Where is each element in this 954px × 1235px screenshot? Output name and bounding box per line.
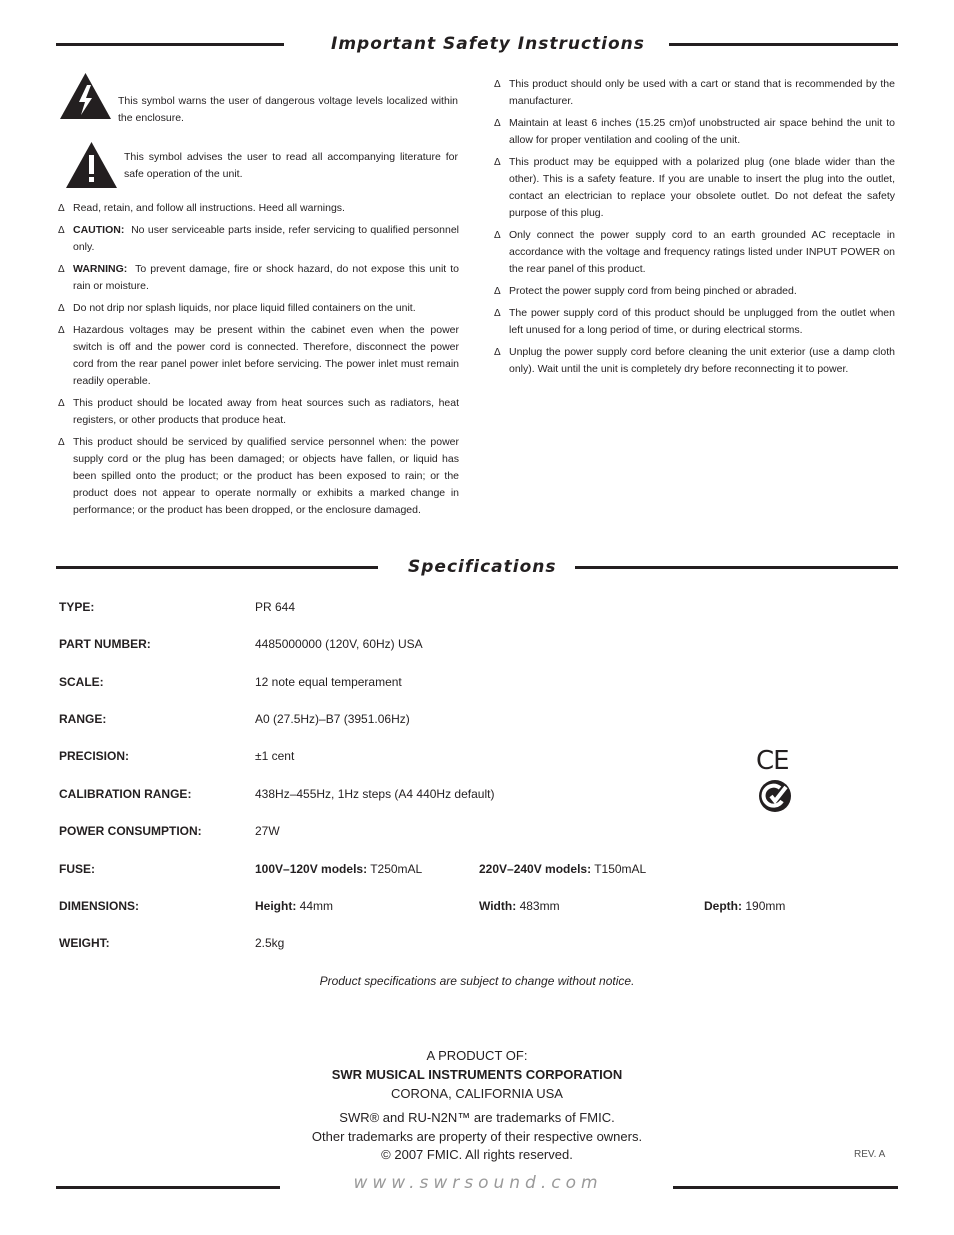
footer-rule-left — [56, 1186, 280, 1189]
bullet-icon: Δ — [494, 79, 501, 90]
spec-part-label: PART NUMBER: — [59, 637, 151, 651]
spec-dimensions-label: DIMENSIONS: — [59, 899, 140, 913]
spec-scale-value: 12 note equal temperament — [255, 675, 402, 689]
safety-item-heat: Δ This product should be located away from heat sources such as radiators, heat registers, or other products that produce heat. — [58, 397, 459, 426]
spec-fuse-120v: 100V–120V models: T250mAL — [255, 862, 423, 876]
spec-weight-label: WEIGHT: — [59, 936, 110, 950]
safety-item-cleaning: Δ Unplug the power supply cord before cleaning the unit exterior (use a damp cloth only). Wait until the unit is completely dry before reconnecting it to power. — [494, 346, 895, 375]
footer-rule-right — [673, 1186, 898, 1189]
spec-type-value: PR 644 — [255, 600, 296, 614]
bullet-icon: Δ — [494, 347, 501, 358]
warning-label: WARNING: — [73, 263, 128, 275]
lightning-symbol-text: This symbol warns the user of dangerous voltage levels localized within the enclosure. — [118, 95, 458, 124]
safety-item-hazardous-voltage: Δ Hazardous voltages may be present within the cabinet even when the power switch is off and the power cord is connected. Therefore, disconnect the power cord from the rear panel power inlet before servicing. The power inlet must remain readily operable. — [58, 324, 459, 387]
spec-weight-value: 2.5kg — [255, 936, 285, 950]
spec-fuse-240v: 220V–240V models: T150mAL — [479, 862, 647, 876]
footer-copyright: © 2007 FMIC. All rights reserved. — [381, 1147, 573, 1162]
safety-item-polarized-plug: Δ This product may be equipped with a polarized plug (one blade wider than the other). This is a safety feature. If you are unable to insert the plug into the outlet, contact an electrician to replace your obsolete outlet. Do not defeat the safety purpose of this plug. — [494, 156, 895, 219]
spec-width: Width: 483mm — [479, 899, 560, 913]
spec-part-value: 4485000000 (120V, 60Hz) USA — [255, 637, 423, 651]
safety-right-column — [494, 76, 895, 383]
bullet-icon: Δ — [494, 230, 501, 241]
spec-calibration-label: CALIBRATION RANGE: — [59, 787, 192, 801]
footer-revision: REV. A — [854, 1149, 886, 1160]
bullet-icon: Δ — [58, 264, 65, 275]
safety-title: Important Safety Instructions — [331, 34, 645, 54]
bullet-icon: Δ — [494, 157, 501, 168]
safety-left-column — [58, 200, 459, 524]
ce-mark-icon: CE — [756, 746, 789, 776]
specs-title: Specifications — [408, 557, 557, 577]
specs-rule-left — [56, 566, 378, 569]
safety-rule-left — [56, 43, 284, 46]
spec-range-value: A0 (27.5Hz)–B7 (3951.06Hz) — [255, 712, 410, 726]
spec-precision-label: PRECISION: — [59, 749, 130, 763]
lightning-warning-icon — [58, 71, 113, 121]
footer-other-trademarks: Other trademarks are property of their respective owners. — [311, 1129, 643, 1144]
safety-item-read: Δ Read, retain, and follow all instructions. Heed all warnings. — [58, 200, 459, 217]
spec-power-label: POWER CONSUMPTION: — [59, 824, 202, 838]
specs-rule-right — [575, 566, 898, 569]
bullet-icon: Δ — [58, 398, 65, 409]
c-tick-mark-icon — [758, 779, 792, 813]
safety-rule-right — [669, 43, 898, 46]
exclamation-symbol-text: This symbol advises the user to read all accompanying literature for safe operation of the unit. — [124, 151, 458, 180]
bullet-icon: Δ — [494, 308, 501, 319]
exclamation-warning-icon — [64, 140, 119, 190]
bullet-icon: Δ — [494, 286, 501, 297]
footer-company: SWR MUSICAL INSTRUMENTS CORPORATION — [331, 1067, 623, 1082]
bullet-icon: Δ — [494, 118, 501, 129]
footer-trademark: SWR® and RU-N2N™ are trademarks of FMIC. — [339, 1110, 615, 1125]
safety-item-ventilation: Δ Maintain at least 6 inches (15.25 cm)of unobstructed air space behind the unit to allow for proper ventilation and cooling of the unit. — [494, 117, 895, 146]
spec-depth: Depth: 190mm — [704, 899, 786, 913]
footer-product-of: A PRODUCT OF: — [426, 1048, 528, 1063]
safety-item-caution: Δ CAUTION: No user serviceable parts inside, refer servicing to qualified personnel only. — [58, 224, 459, 253]
spec-precision-value: ±1 cent — [255, 749, 295, 763]
spec-height: Height: 44mm — [255, 899, 334, 913]
footer-location: CORONA, CALIFORNIA USA — [391, 1086, 563, 1101]
spec-calibration-value: 438Hz–455Hz, 1Hz steps (A4 440Hz default) — [255, 787, 495, 801]
spec-range-label: RANGE: — [59, 712, 107, 726]
safety-item-unplug-storms: Δ The power supply cord of this product should be unplugged from the outlet when left unused for a long period of time, or during electrical storms. — [494, 307, 895, 336]
bullet-icon: Δ — [58, 303, 65, 314]
bullet-icon: Δ — [58, 437, 65, 448]
safety-item-grounded: Δ Only connect the power supply cord to an earth grounded AC receptacle in accordance with the voltage and frequency ratings listed under INPUT POWER on the rear panel of this product. — [494, 229, 895, 275]
spec-type-label: TYPE: — [59, 600, 95, 614]
safety-item-warning: Δ WARNING: To prevent damage, fire or shock hazard, do not expose this unit to rain or moisture. — [58, 263, 459, 292]
spec-power-value: 27W — [255, 824, 280, 838]
safety-item-cart: Δ This product should only be used with a cart or stand that is recommended by the manufacturer. — [494, 78, 895, 107]
safety-item-servicing: Δ This product should be serviced by qualified service personnel when: the power supply cord or the plug has been damaged; or objects have fallen, or liquid has been spilled onto the product; or the product has been exposed to rain; or the product does not appear to operate normally or exhibits a marked change in performance; or the product has been dropped, or the enclosure damaged. — [58, 436, 459, 516]
spec-scale-label: SCALE: — [59, 675, 104, 689]
spec-notice: Product specifications are subject to change without notice. — [319, 974, 635, 988]
bullet-icon: Δ — [58, 225, 65, 236]
footer-website: www.swrsound.com — [353, 1173, 603, 1193]
caution-label: CAUTION: — [73, 224, 125, 236]
bullet-icon: Δ — [58, 325, 65, 336]
spec-fuse-label: FUSE: — [59, 862, 95, 876]
bullet-icon: Δ — [58, 203, 65, 214]
safety-item-liquids: Δ Do not drip nor splash liquids, nor place liquid filled containers on the unit. — [58, 300, 459, 317]
safety-item-protect-cord: Δ Protect the power supply cord from being pinched or abraded. — [494, 283, 895, 300]
